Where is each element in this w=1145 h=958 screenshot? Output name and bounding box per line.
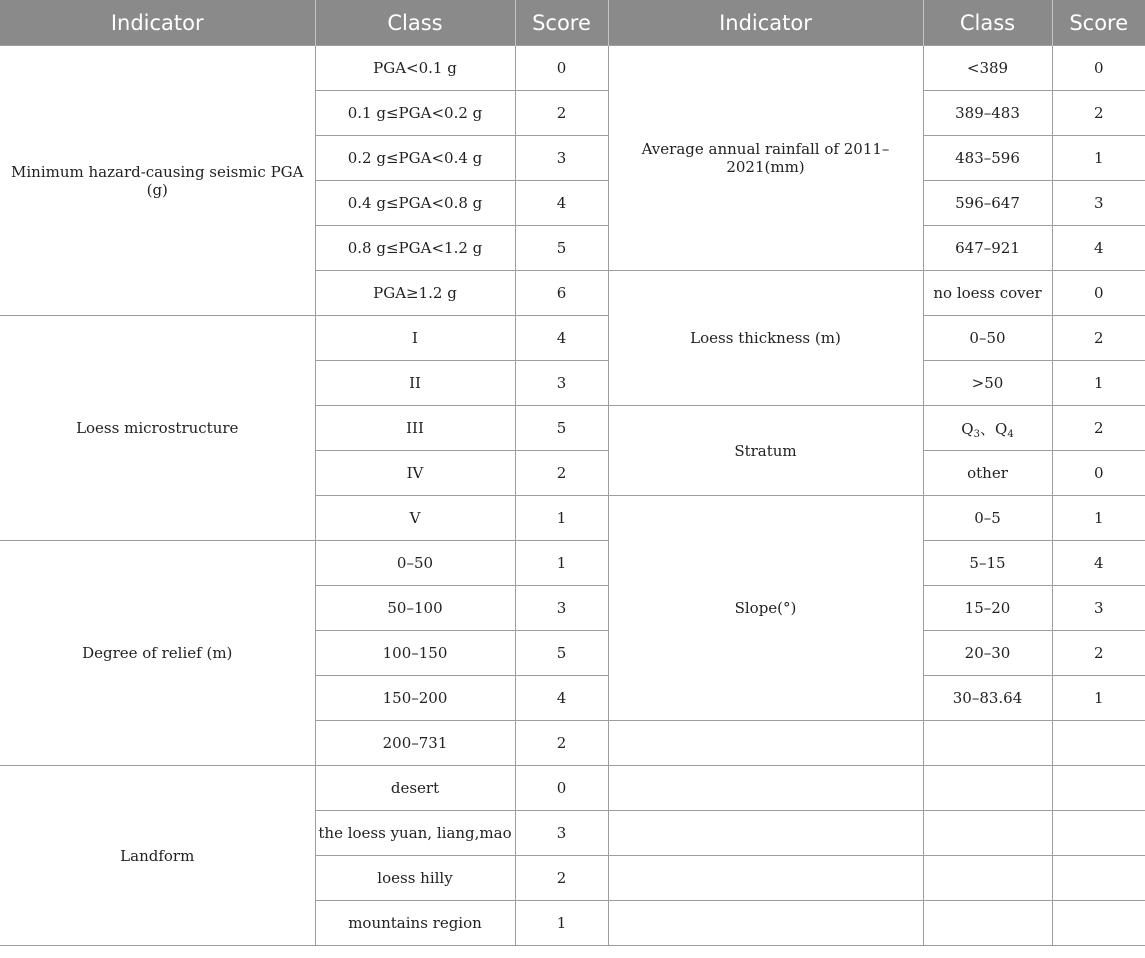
class-cell: 20–30 — [923, 631, 1052, 676]
score-cell: 0 — [1052, 451, 1145, 496]
empty-cell — [608, 721, 923, 766]
q3-letter: Q — [961, 419, 974, 438]
class-cell: desert — [315, 766, 515, 811]
table-row — [0, 316, 1145, 361]
empty-cell — [608, 766, 923, 811]
score-cell: 3 — [515, 811, 608, 856]
empty-cell — [923, 811, 1052, 856]
score-cell: 3 — [515, 361, 608, 406]
empty-cell — [1052, 721, 1145, 766]
score-cell: 5 — [515, 226, 608, 271]
class-cell: 0.8 g≤PGA<1.2 g — [315, 226, 515, 271]
header-score-right: Score — [1052, 0, 1145, 46]
empty-cell — [1052, 766, 1145, 811]
score-cell: 3 — [1052, 586, 1145, 631]
score-cell: 4 — [1052, 541, 1145, 586]
score-cell: 0 — [1052, 46, 1145, 91]
indicator-pga: Minimum hazard-causing seismic PGA (g) — [0, 46, 315, 316]
class-cell: 50–100 — [315, 586, 515, 631]
empty-cell — [1052, 901, 1145, 946]
class-cell: III — [315, 406, 515, 451]
score-cell: 2 — [1052, 631, 1145, 676]
score-cell: 3 — [1052, 181, 1145, 226]
score-cell: 0 — [1052, 271, 1145, 316]
indicator-landform: Landform — [0, 766, 315, 946]
indicator-slope: Slope(°) — [608, 496, 923, 721]
indicator-microstructure: Loess microstructure — [0, 316, 315, 541]
empty-cell — [1052, 811, 1145, 856]
stratum-separator: 、 — [979, 419, 995, 438]
empty-cell — [923, 856, 1052, 901]
class-cell: 647–921 — [923, 226, 1052, 271]
table-row — [0, 766, 1145, 811]
class-cell: 0.4 g≤PGA<0.8 g — [315, 181, 515, 226]
empty-cell — [923, 721, 1052, 766]
class-cell: PGA<0.1 g — [315, 46, 515, 91]
class-cell-stratum-q — [923, 406, 1052, 451]
header-indicator-right: Indicator — [608, 0, 923, 46]
empty-cell — [1052, 856, 1145, 901]
class-cell: 100–150 — [315, 631, 515, 676]
class-cell: PGA≥1.2 g — [315, 271, 515, 316]
score-cell: 5 — [515, 631, 608, 676]
class-cell: 0–50 — [315, 541, 515, 586]
score-cell: 1 — [515, 496, 608, 541]
q4-subscript: 4 — [1007, 428, 1014, 440]
score-cell: 1 — [1052, 136, 1145, 181]
class-cell: other — [923, 451, 1052, 496]
score-cell: 3 — [515, 136, 608, 181]
empty-cell — [923, 766, 1052, 811]
empty-cell — [923, 901, 1052, 946]
class-cell: 30–83.64 — [923, 676, 1052, 721]
class-cell: I — [315, 316, 515, 361]
class-cell: the loess yuan, liang,mao — [315, 811, 515, 856]
score-cell: 3 — [515, 586, 608, 631]
class-cell: 0–5 — [923, 496, 1052, 541]
score-cell: 4 — [1052, 226, 1145, 271]
class-cell: 5–15 — [923, 541, 1052, 586]
class-cell: 15–20 — [923, 586, 1052, 631]
empty-cell — [608, 811, 923, 856]
class-cell: 200–731 — [315, 721, 515, 766]
score-cell: 2 — [515, 451, 608, 496]
class-cell: loess hilly — [315, 856, 515, 901]
q3-subscript: 3 — [973, 428, 980, 440]
class-cell: 596–647 — [923, 181, 1052, 226]
indicator-stratum: Stratum — [608, 406, 923, 496]
class-cell: IV — [315, 451, 515, 496]
score-cell: 0 — [515, 46, 608, 91]
table-row — [0, 541, 1145, 586]
class-cell: mountains region — [315, 901, 515, 946]
table-row — [0, 46, 1145, 91]
indicator-thickness: Loess thickness (m) — [608, 271, 923, 406]
header-row — [0, 0, 1145, 46]
score-cell: 4 — [515, 676, 608, 721]
class-cell: 150–200 — [315, 676, 515, 721]
score-cell: 4 — [515, 316, 608, 361]
header-class-right: Class — [923, 0, 1052, 46]
score-cell: 2 — [1052, 406, 1145, 451]
score-cell: 5 — [515, 406, 608, 451]
score-cell: 2 — [515, 91, 608, 136]
score-cell: 1 — [1052, 361, 1145, 406]
score-cell: 1 — [515, 901, 608, 946]
class-cell: no loess cover — [923, 271, 1052, 316]
class-cell: V — [315, 496, 515, 541]
class-cell: 0.2 g≤PGA<0.4 g — [315, 136, 515, 181]
score-cell: 6 — [515, 271, 608, 316]
class-cell: >50 — [923, 361, 1052, 406]
score-cell: 1 — [1052, 496, 1145, 541]
indicator-relief: Degree of relief (m) — [0, 541, 315, 766]
score-cell: 1 — [1052, 676, 1145, 721]
header-score-left: Score — [515, 0, 608, 46]
score-cell: 1 — [515, 541, 608, 586]
score-cell: 2 — [515, 721, 608, 766]
indicator-rainfall: Average annual rainfall of 2011–2021(mm) — [608, 46, 923, 271]
q4-letter: Q — [995, 419, 1008, 438]
class-cell: 389–483 — [923, 91, 1052, 136]
score-cell: 0 — [515, 766, 608, 811]
score-cell: 4 — [515, 181, 608, 226]
header-indicator-left: Indicator — [0, 0, 315, 46]
score-cell: 2 — [1052, 316, 1145, 361]
score-cell: 2 — [1052, 91, 1145, 136]
class-cell: 0.1 g≤PGA<0.2 g — [315, 91, 515, 136]
class-cell: II — [315, 361, 515, 406]
empty-cell — [608, 856, 923, 901]
score-cell: 2 — [515, 856, 608, 901]
class-cell: <389 — [923, 46, 1052, 91]
empty-cell — [608, 901, 923, 946]
class-cell: 483–596 — [923, 136, 1052, 181]
class-cell: 0–50 — [923, 316, 1052, 361]
header-class-left: Class — [315, 0, 515, 46]
